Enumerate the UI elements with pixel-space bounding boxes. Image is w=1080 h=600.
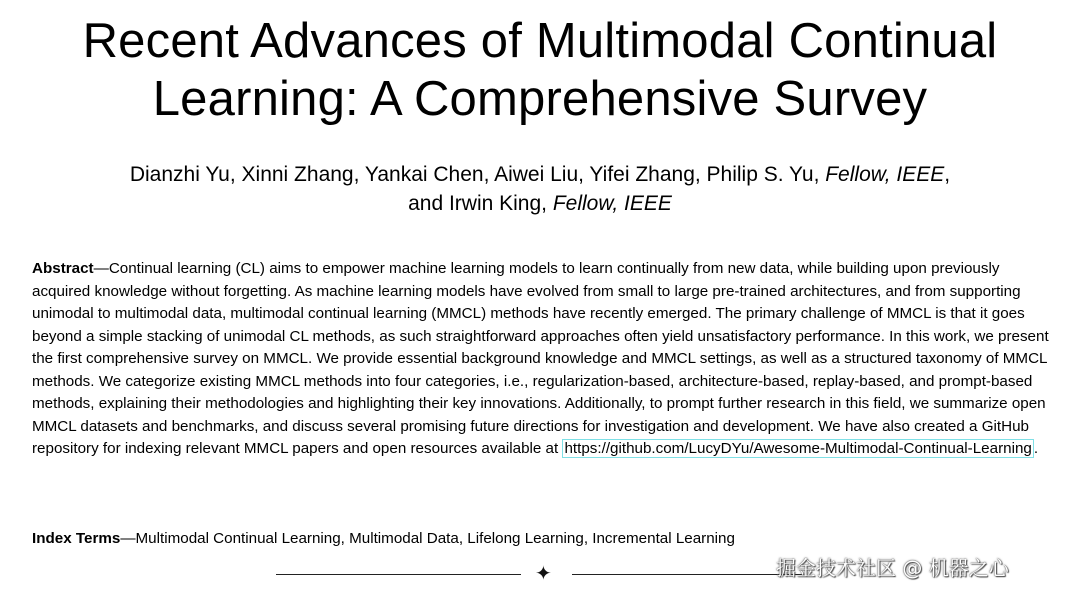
author-fellow-title-2: Fellow, IEEE [552,192,672,215]
authors-comma: , [944,163,951,186]
authors-names: Dianzhi Yu, Xinni Zhang, Yankai Chen, Aiwei Liu, Yifei Zhang, Philip S. Yu, [129,163,826,186]
four-point-star-icon: ✦ [535,563,552,585]
author-list [0,160,1080,218]
authors-last-name: and Irwin King, [408,192,553,215]
abstract-label: Abstract [32,260,94,277]
title-line-1: Recent Advances of Multimodal Continual [82,14,998,68]
paper-title [0,12,1080,128]
title-line-2: Learning: A Comprehensive Survey [152,72,928,126]
abstract [32,258,1054,461]
authors-line-1 [0,160,1080,189]
index-terms-label: Index Terms [32,530,121,547]
index-terms [32,528,1054,550]
divider-line-left [276,574,521,575]
author-fellow-title: Fellow, IEEE [825,163,945,186]
divider-line-right [572,574,802,575]
index-terms-body: —Multimodal Continual Learning, Multimodal Data, Lifelong Learning, Incremental Learning [120,530,735,547]
watermark: 掘金技术社区 @ 机器之心 [776,556,1009,580]
abstract-period: . [1033,440,1039,457]
authors-line-2 [0,189,1080,218]
abstract-body: —Continual learning (CL) aims to empower machine learning models to learn continually from new data, while building upon previously acquired knowledge without forgetting. As machine learning models have evolved from small to large pre-trained architectures, and from supporting unimodal to multimodal data, multimodal continual learning (MMCL) methods have recently emerged. The primary challenge of MMCL is that it goes beyond a simple stacking of unimodal CL methods, as such straightforward approaches often yield unsatisfactory performance. In this work, we present the first comprehensive survey on MMCL. We provide essential background knowledge and MMCL settings, as well as a structured taxonomy of MMCL methods. We categorize existing MMCL methods into four categories, i.e., regularization-based, architecture-based, replay-based, and prompt-based methods, explaining their methodologies and highlighting their key innovations. Additionally, to prompt further research in this field, we summarize open MMCL datasets and benchmarks, and discuss several promising future directions for investigation and development. We have also created a GitHub repository for indexing relevant MMCL papers and open resources available at [32,260,1049,457]
github-repo-link[interactable]: https://github.com/LucyDYu/Awesome-Multimodal-Continual-Learning [564,440,1032,457]
